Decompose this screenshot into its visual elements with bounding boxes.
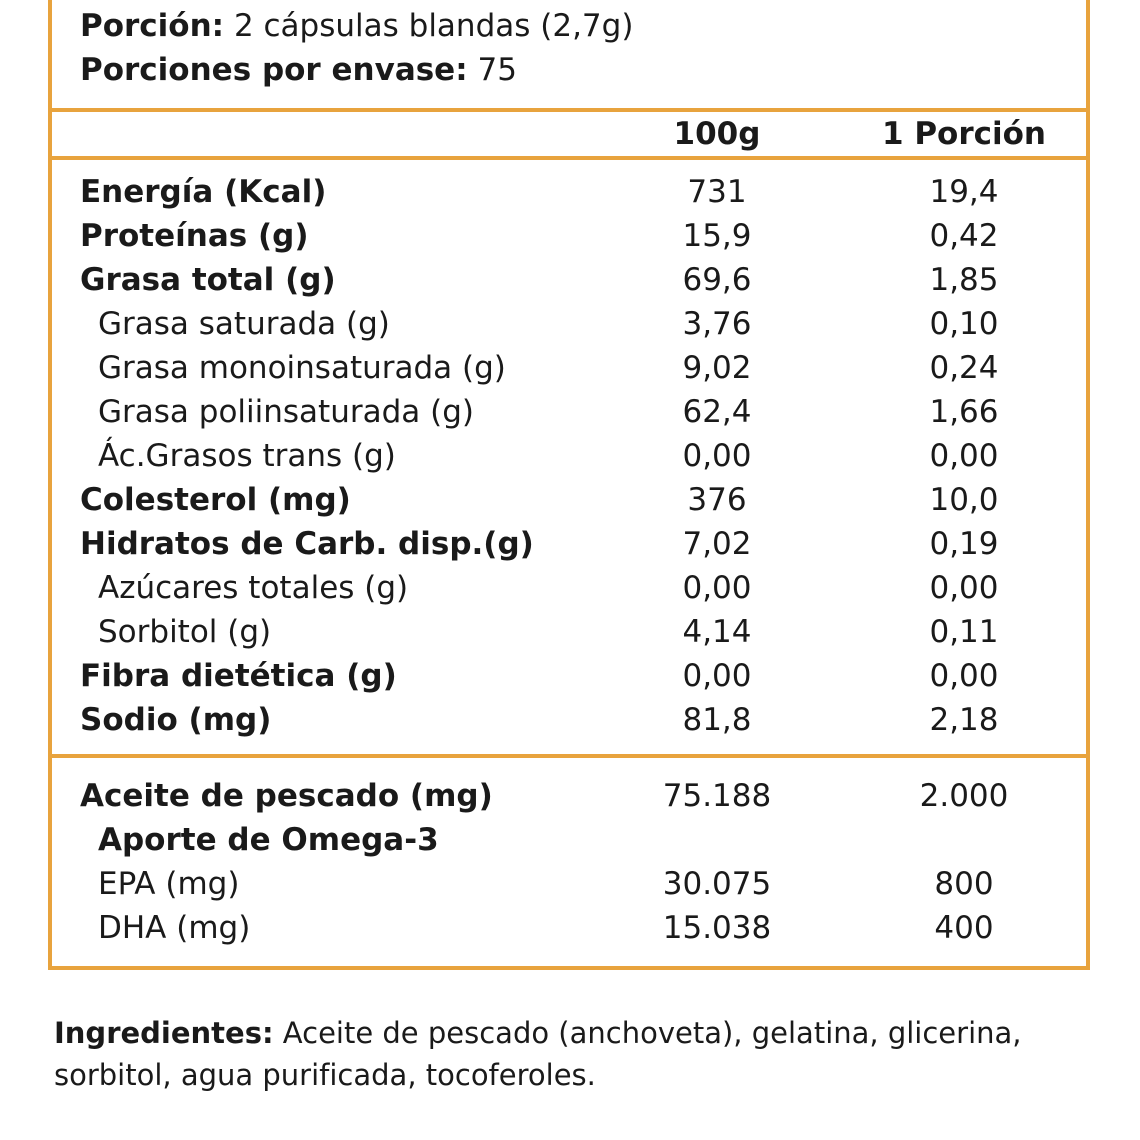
nutrient-name: Colesterol (mg) — [80, 482, 351, 518]
ingredients-text: Aceite de pescado (anchoveta), gelatina, glicerina, sorbitol, agua purificada, tocoferoles. — [54, 1016, 1022, 1092]
nutrient-value-portion: 1,66 — [929, 394, 999, 430]
nutrient-value-portion: 19,4 — [929, 174, 999, 210]
table-row — [52, 862, 1086, 906]
nutrient-value-100g: 731 — [687, 174, 747, 210]
nutrient-value-100g: 75.188 — [662, 778, 772, 814]
table-row — [52, 434, 1086, 478]
nutrition-omega-rows — [52, 758, 1086, 966]
nutrient-name: Azúcares totales (g) — [98, 570, 409, 606]
table-row — [52, 160, 1086, 214]
nutrient-name: Grasa total (g) — [80, 262, 336, 298]
nutrient-name: Fibra dietética (g) — [80, 658, 397, 694]
nutrient-name: EPA (mg) — [98, 866, 240, 902]
nutrient-name: Hidratos de Carb. disp.(g) — [80, 526, 534, 562]
nutrient-value-portion: 0,24 — [929, 350, 999, 386]
nutrient-value-100g: 15,9 — [682, 218, 752, 254]
nutrient-name: Ác.Grasos trans (g) — [98, 438, 396, 474]
nutrient-value-100g: 0,00 — [682, 570, 752, 606]
nutrient-name: Aceite de pescado (mg) — [80, 778, 493, 814]
table-row — [52, 758, 1086, 818]
table-row — [52, 346, 1086, 390]
table-row — [52, 698, 1086, 754]
nutrition-main-table — [52, 160, 1086, 754]
table-row — [52, 478, 1086, 522]
nutrient-value-100g: 15.038 — [662, 910, 772, 946]
nutrient-name: Grasa poliinsaturada (g) — [98, 394, 474, 430]
nutrient-value-portion: 10,0 — [929, 482, 999, 518]
ingredients-section — [54, 1012, 1100, 1096]
nutrition-omega-table — [52, 758, 1086, 966]
portion-label: Porción: — [80, 8, 225, 44]
table-row — [52, 610, 1086, 654]
servings-per-container-line — [80, 48, 1086, 92]
nutrient-name: Aporte de Omega-3 — [98, 822, 439, 858]
portion-line — [80, 4, 1086, 48]
nutrition-header-table — [52, 112, 1086, 156]
nutrient-value-100g: 376 — [687, 482, 747, 518]
ingredients-label: Ingredientes: — [54, 1016, 274, 1050]
table-row — [52, 214, 1086, 258]
nutrient-value-100g: 4,14 — [682, 614, 752, 650]
nutrient-value-portion: 1,85 — [929, 262, 999, 298]
nutrient-value-100g: 0,00 — [682, 658, 752, 694]
nutrient-value-100g — [592, 818, 842, 862]
nutrient-name: Grasa monoinsaturada (g) — [98, 350, 506, 386]
servings-per-container-value: 75 — [477, 52, 517, 88]
column-header-nutrient — [52, 112, 592, 156]
nutrient-value-portion: 400 — [934, 910, 994, 946]
nutrient-value-portion: 2.000 — [919, 778, 1009, 814]
nutrient-value-portion: 0,11 — [929, 614, 999, 650]
nutrient-value-100g: 30.075 — [662, 866, 772, 902]
nutrition-facts-panel — [48, 0, 1090, 970]
table-row — [52, 390, 1086, 434]
nutrient-value-portion: 2,18 — [929, 702, 999, 738]
column-header-100g: 100g — [673, 116, 761, 152]
nutrient-name: DHA (mg) — [98, 910, 251, 946]
divider-below-omega — [52, 966, 1086, 970]
table-row — [52, 258, 1086, 302]
table-row — [52, 302, 1086, 346]
nutrient-value-portion: 0,10 — [929, 306, 999, 342]
servings-per-container-label: Porciones por envase: — [80, 52, 468, 88]
table-row — [52, 522, 1086, 566]
nutrient-name: Proteínas (g) — [80, 218, 309, 254]
nutrient-value-100g: 0,00 — [682, 438, 752, 474]
nutrient-value-portion — [842, 818, 1086, 862]
nutrient-value-100g: 62,4 — [682, 394, 752, 430]
table-row — [52, 906, 1086, 966]
nutrient-name: Energía (Kcal) — [80, 174, 327, 210]
nutrient-name: Grasa saturada (g) — [98, 306, 390, 342]
portion-value: 2 cápsulas blandas (2,7g) — [233, 8, 634, 44]
table-row — [52, 566, 1086, 610]
nutrient-value-portion: 0,00 — [929, 570, 999, 606]
column-header-portion: 1 Porción — [881, 116, 1047, 152]
nutrient-value-100g: 9,02 — [682, 350, 752, 386]
nutrient-value-portion: 800 — [934, 866, 994, 902]
nutrient-value-portion: 0,00 — [929, 658, 999, 694]
table-row — [52, 818, 1086, 862]
nutrient-value-portion: 0,00 — [929, 438, 999, 474]
nutrient-value-100g: 3,76 — [682, 306, 752, 342]
table-header-row — [52, 112, 1086, 156]
nutrient-name: Sorbitol (g) — [98, 614, 272, 650]
nutrient-name: Sodio (mg) — [80, 702, 272, 738]
serving-information — [52, 0, 1086, 108]
nutrient-value-portion: 0,19 — [929, 526, 999, 562]
nutrient-value-100g: 81,8 — [682, 702, 752, 738]
nutrient-value-portion: 0,42 — [929, 218, 999, 254]
nutrient-value-100g: 69,6 — [682, 262, 752, 298]
table-row — [52, 654, 1086, 698]
nutrient-value-100g: 7,02 — [682, 526, 752, 562]
nutrition-main-rows — [52, 160, 1086, 754]
